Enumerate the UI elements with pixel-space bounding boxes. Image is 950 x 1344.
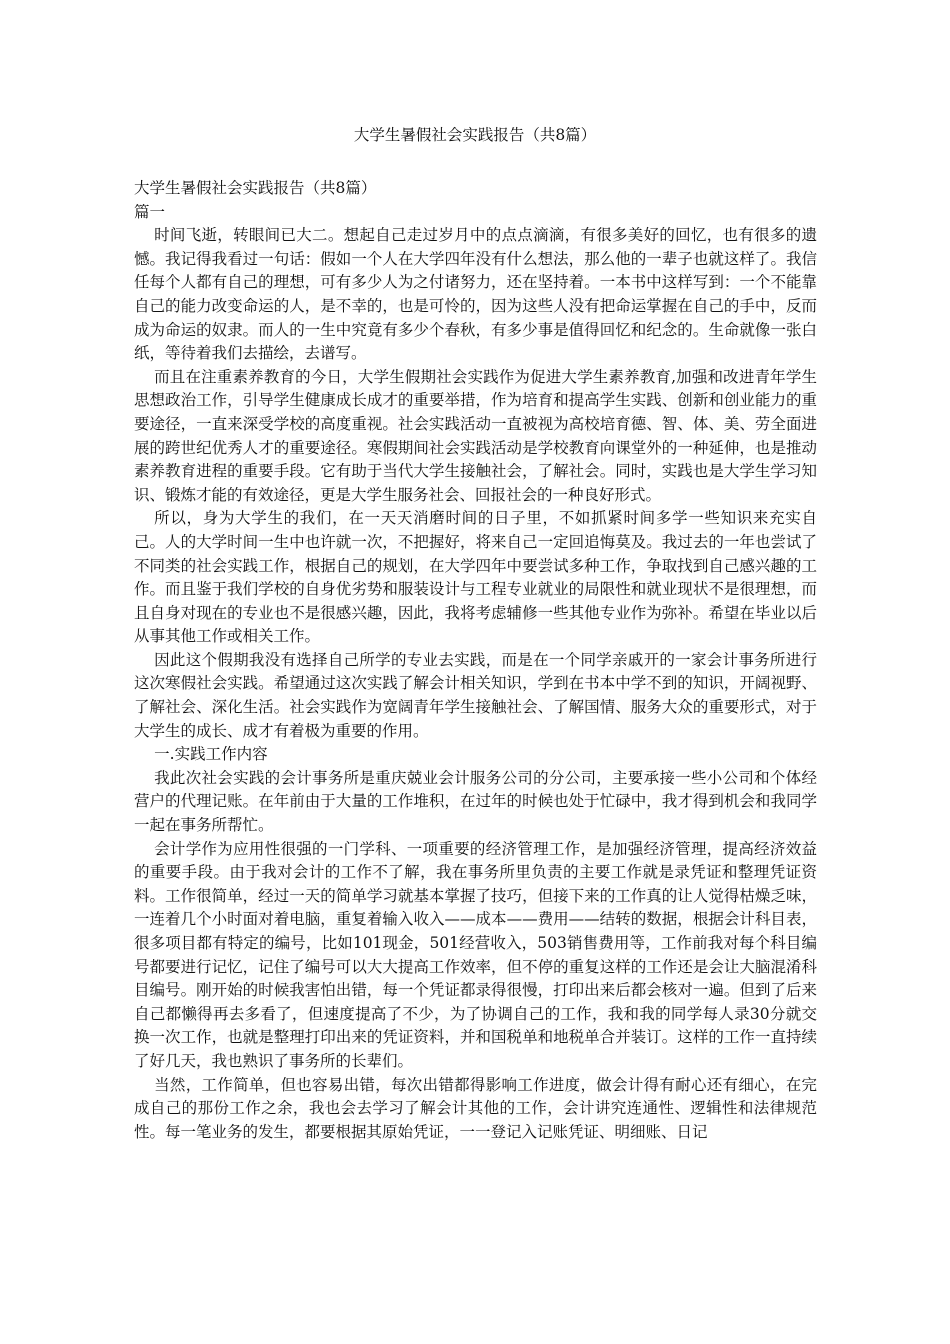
section-heading: 一.实践工作内容 xyxy=(154,745,268,764)
paragraph: 当然，工作简单，但也容易出错，每次出错都得影响工作进度，做会计得有耐心还有细心，在完成自己的那份工作之余，我也会去学习了解会计其他的工作，会计讲究连通性、逻辑性和法律规范性。每一笔业务的发生，都要根据其原始凭证，一一登记入记账凭证、明细账、日记 xyxy=(134,1075,817,1141)
document-title: 大学生暑假社会实践报告（共8篇） xyxy=(353,126,597,144)
paragraph: 因此这个假期我没有选择自己所学的专业去实践，而是在一个同学亲戚开的一家会计事务所进行这次寒假社会实践。希望通过这次实践了解会计相关知识，学到在书本中学不到的知识，开阔视野、了解社会、深化生活。社会实践作为宽阔青年学生接触社会、了解国情、服务大众的重要形式，对于大学生的成长、成才有着极为重要的作用。 xyxy=(134,650,817,740)
paragraph: 所以，身为大学生的我们，在一天天消磨时间的日子里，不如抓紧时间多学一些知识来充实自己。人的大学时间一生中也许就一次，不把握好，将来自己一定回追悔莫及。我过去的一年也尝试了不同类的社会实践工作，根据自己的规划，在大学四年中要尝试多种工作，争取找到自己感兴趣的工作。而且鉴于我们学校的自身优劣势和服装设计与工程专业就业的局限性和就业现状不是很理想，而且自身对现在的专业也不是很感兴趣，因此，我将考虑辅修一些其他专业作为弥补。希望在毕业以后从事其他工作或相关工作。 xyxy=(134,509,817,646)
paragraph: 会计学作为应用性很强的一门学科、一项重要的经济管理工作，是加强经济管理，提高经济效益的重要手段。由于我对会计的工作不了解，我在事务所里负责的主要工作就是录凭证和整理凭证资料。工作很简单，经过一天的简单学习就基本掌握了技巧，但接下来的工作真的让人觉得枯燥乏味，一连着几个小时面对着电脑，重复着输入收入——成本——费用——结转的数据，根据会计科目表，很多项目都有特定的编号，比如101现金，501经营收入，503销售费用等，工作前我对每个科目编号都要进行记忆，记住了编号可以大大提高工作效率，但不停的重复这样的工作还是会让大脑混淆科目编号。刚开始的时候我害怕出错，每一个凭证都录得很慢，打印出来后都会核对一遍。但到了后来自己都懒得再去多看了，但速度提高了不少，为了协调自己的工作，我和我的同学每人录30分就交换一次工作，也就是整理打印出来的凭证资料，并和国税单和地税单合并装订。这样的工作一直持续了好几天，我也熟识了事务所的长辈们。 xyxy=(134,839,817,1070)
paragraph: 时间飞逝，转眼间已大二。想起自己走过岁月中的点点滴滴，有很多美好的回忆，也有很多的遗憾。我记得我看过一句话：假如一个人在大学四年没有什么想法，那么他的一辈子也就这样了。我信任每个人都有自己的理想，可有多少人为之付诸努力，还在坚持着。一本书中这样写到：一个不能靠自己的能力改变命运的人，是不幸的，也是可怜的，因为这些人没有把命运掌握在自己的手中，反而成为命运的奴隶。而人的一生中究竟有多少个春秋，有多少事是值得回忆和纪念的。生命就像一张白纸，等待着我们去描绘，去谱写。 xyxy=(134,226,817,363)
document-heading: 大学生暑假社会实践报告（共8篇） xyxy=(134,179,377,197)
paragraph: 而且在注重素养教育的今日，大学生假期社会实践作为促进大学生素养教育,加强和改进青年学生思想政治工作，引导学生健康成长成才的重要举措，作为培育和提高学生实践、创新和创业能力的重要途径，一直来深受学校的高度重视。社会实践活动一直被视为高校培育德、智、体、美、劳全面进展的跨世纪优秀人才的重要途径。寒假期间社会实践活动是学校教育向课堂外的一种延伸，也是推动素养教育进程的重要手段。它有助于当代大学生接触社会，了解社会。同时，实践也是大学生学习知识、锻炼才能的有效途径，更是大学生服务社会、回报社会的一种良好形式。 xyxy=(134,367,817,504)
paragraph: 我此次社会实践的会计事务所是重庆兢业会计服务公司的分公司，主要承接一些小公司和个体经营户的代理记账。在年前由于大量的工作堆积，在过年的时候也处于忙碌中，我才得到机会和我同学一起在事务所帮忙。 xyxy=(134,768,817,835)
document-body xyxy=(134,177,817,1144)
part-label: 篇一 xyxy=(134,202,166,221)
